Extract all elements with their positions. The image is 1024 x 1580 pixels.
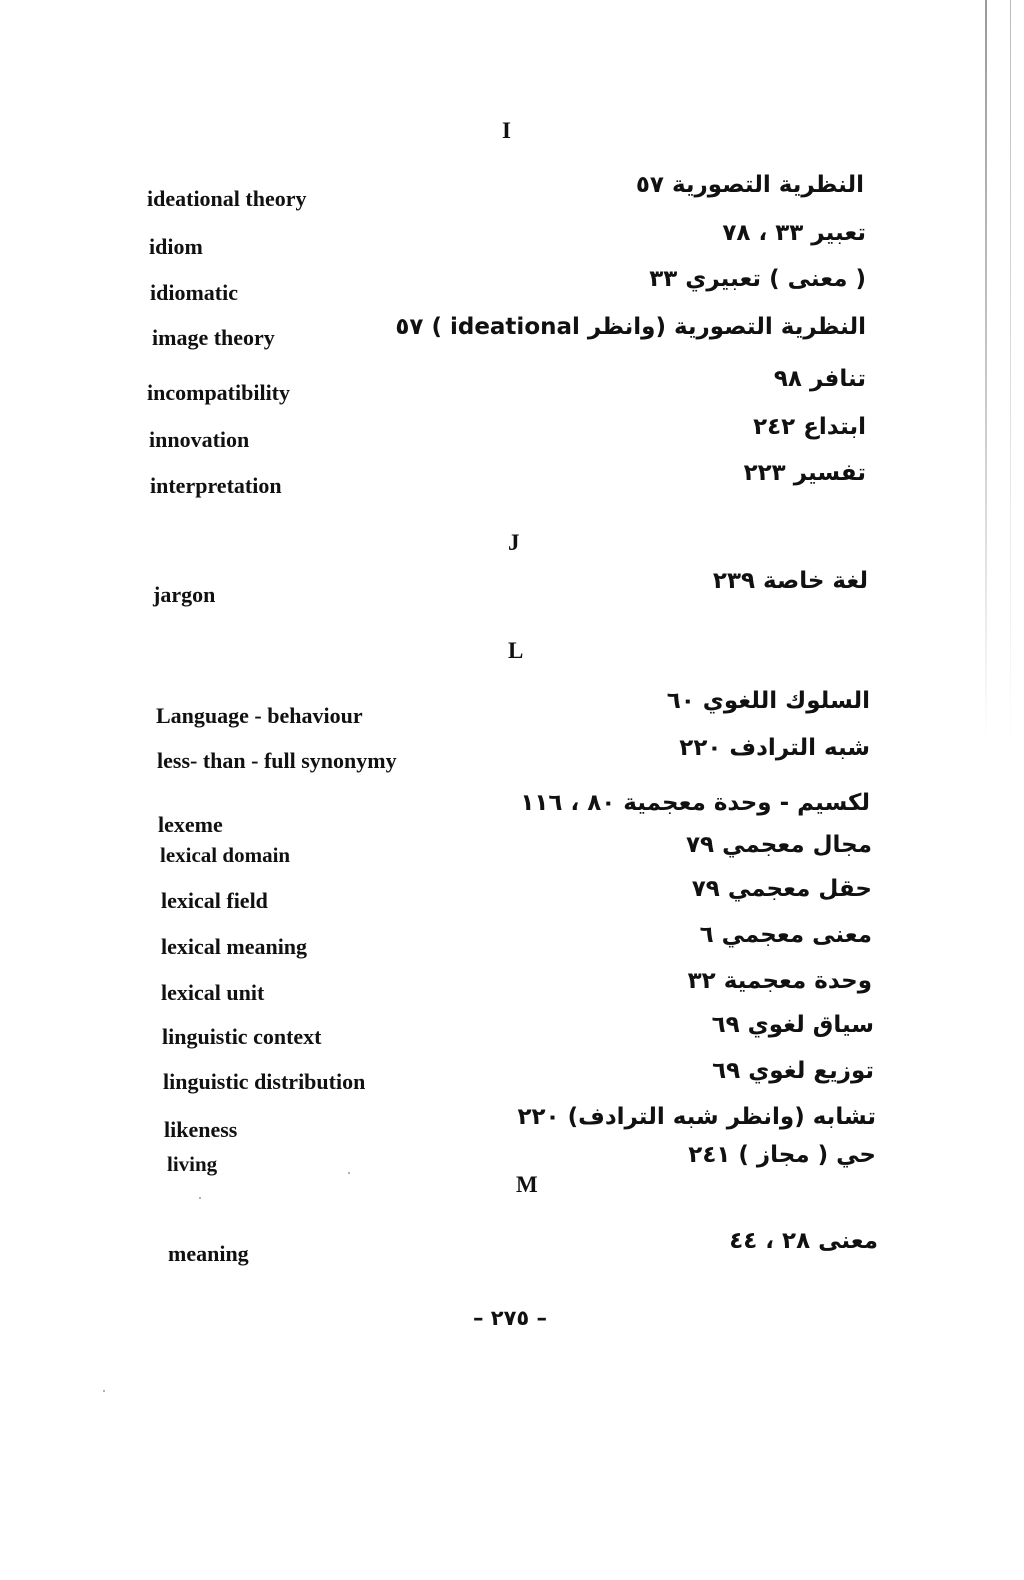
section-letter-j: J — [508, 530, 520, 555]
entry-ar-linguistic-distribution: توزيع لغوي ٦٩ — [712, 1058, 874, 1084]
entry-ar-idiomatic: ( معنى ) تعبيري ٣٣ — [649, 266, 866, 292]
entry-ar-meaning: معنى ٢٨ ، ٤٤ — [729, 1228, 878, 1254]
entry-ar-language-behaviour: السلوك اللغوي ٦٠ — [666, 688, 870, 714]
page-binding-edge — [985, 0, 987, 740]
entry-en-lexical-field: lexical field — [161, 888, 268, 913]
entry-ar-lexical-field: حقل معجمي ٧٩ — [691, 876, 872, 902]
entry-en-idiomatic: idiomatic — [150, 280, 238, 305]
entry-en-innovation: innovation — [149, 427, 250, 452]
section-letter-m: M — [516, 1172, 538, 1197]
entry-ar-ideational-theory: النظرية التصورية ٥٧ — [635, 172, 864, 198]
entry-en-linguistic-context: linguistic context — [162, 1024, 322, 1049]
entry-en-lexeme: lexeme — [158, 812, 223, 837]
page-number: – ٢٧٥ – — [472, 1306, 548, 1330]
section-letter-l: L — [508, 638, 524, 663]
scan-speck — [103, 1390, 105, 1392]
entry-ar-linguistic-context: سياق لغوي ٦٩ — [711, 1012, 874, 1038]
entry-en-interpretation: interpretation — [150, 473, 282, 498]
entry-en-meaning: meaning — [168, 1241, 249, 1266]
entry-ar-idiom: تعبير ٣٣ ، ٧٨ — [722, 220, 866, 246]
entry-en-less-than-full-synonymy: less- than - full synonymy — [157, 748, 397, 773]
entry-en-ideational-theory: ideational theory — [147, 186, 307, 211]
scan-speck — [348, 1172, 350, 1174]
entry-ar-likeness: تشابه (وانظر شبه الترادف) ٢٢٠ — [517, 1104, 876, 1130]
scan-speck — [199, 1197, 201, 1199]
entry-en-idiom: idiom — [149, 234, 203, 259]
entry-en-likeness: likeness — [164, 1117, 238, 1142]
entry-en-language-behaviour: Language - behaviour — [156, 703, 363, 728]
page-binding-edge-outer — [1010, 0, 1011, 760]
entry-en-living: living — [167, 1152, 218, 1176]
entry-ar-living: حي ( مجاز ) ٢٤١ — [688, 1142, 876, 1168]
entry-en-linguistic-distribution: linguistic distribution — [163, 1069, 366, 1094]
entry-en-lexical-meaning: lexical meaning — [161, 934, 308, 959]
entry-en-image-theory: image theory — [152, 325, 275, 350]
entry-en-lexical-domain: lexical domain — [160, 843, 291, 867]
entry-en-lexical-unit: lexical unit — [161, 980, 265, 1005]
entry-ar-lexical-meaning: معنى معجمي ٦ — [699, 922, 872, 948]
entry-ar-incompatibility: تنافر ٩٨ — [773, 366, 866, 392]
entry-en-incompatibility: incompatibility — [147, 380, 291, 405]
entry-ar-jargon: لغة خاصة ٢٣٩ — [712, 568, 868, 594]
entry-ar-lexical-unit: وحدة معجمية ٣٢ — [687, 968, 872, 994]
section-letter-i: I — [502, 118, 511, 143]
entry-ar-lexeme: لكسيم - وحدة معجمية ٨٠ ، ١١٦ — [520, 790, 870, 816]
entry-ar-interpretation: تفسير ٢٢٣ — [743, 460, 866, 486]
entry-ar-innovation: ابتداع ٢٤٢ — [753, 414, 866, 440]
entry-ar-image-theory: النظرية التصورية (وانظر ideational ) ٥٧ — [395, 314, 866, 340]
entry-ar-lexical-domain: مجال معجمي ٧٩ — [686, 832, 872, 858]
entry-ar-less-than-full-synonymy: شبه الترادف ٢٢٠ — [679, 735, 870, 761]
entry-en-jargon: jargon — [153, 582, 216, 607]
